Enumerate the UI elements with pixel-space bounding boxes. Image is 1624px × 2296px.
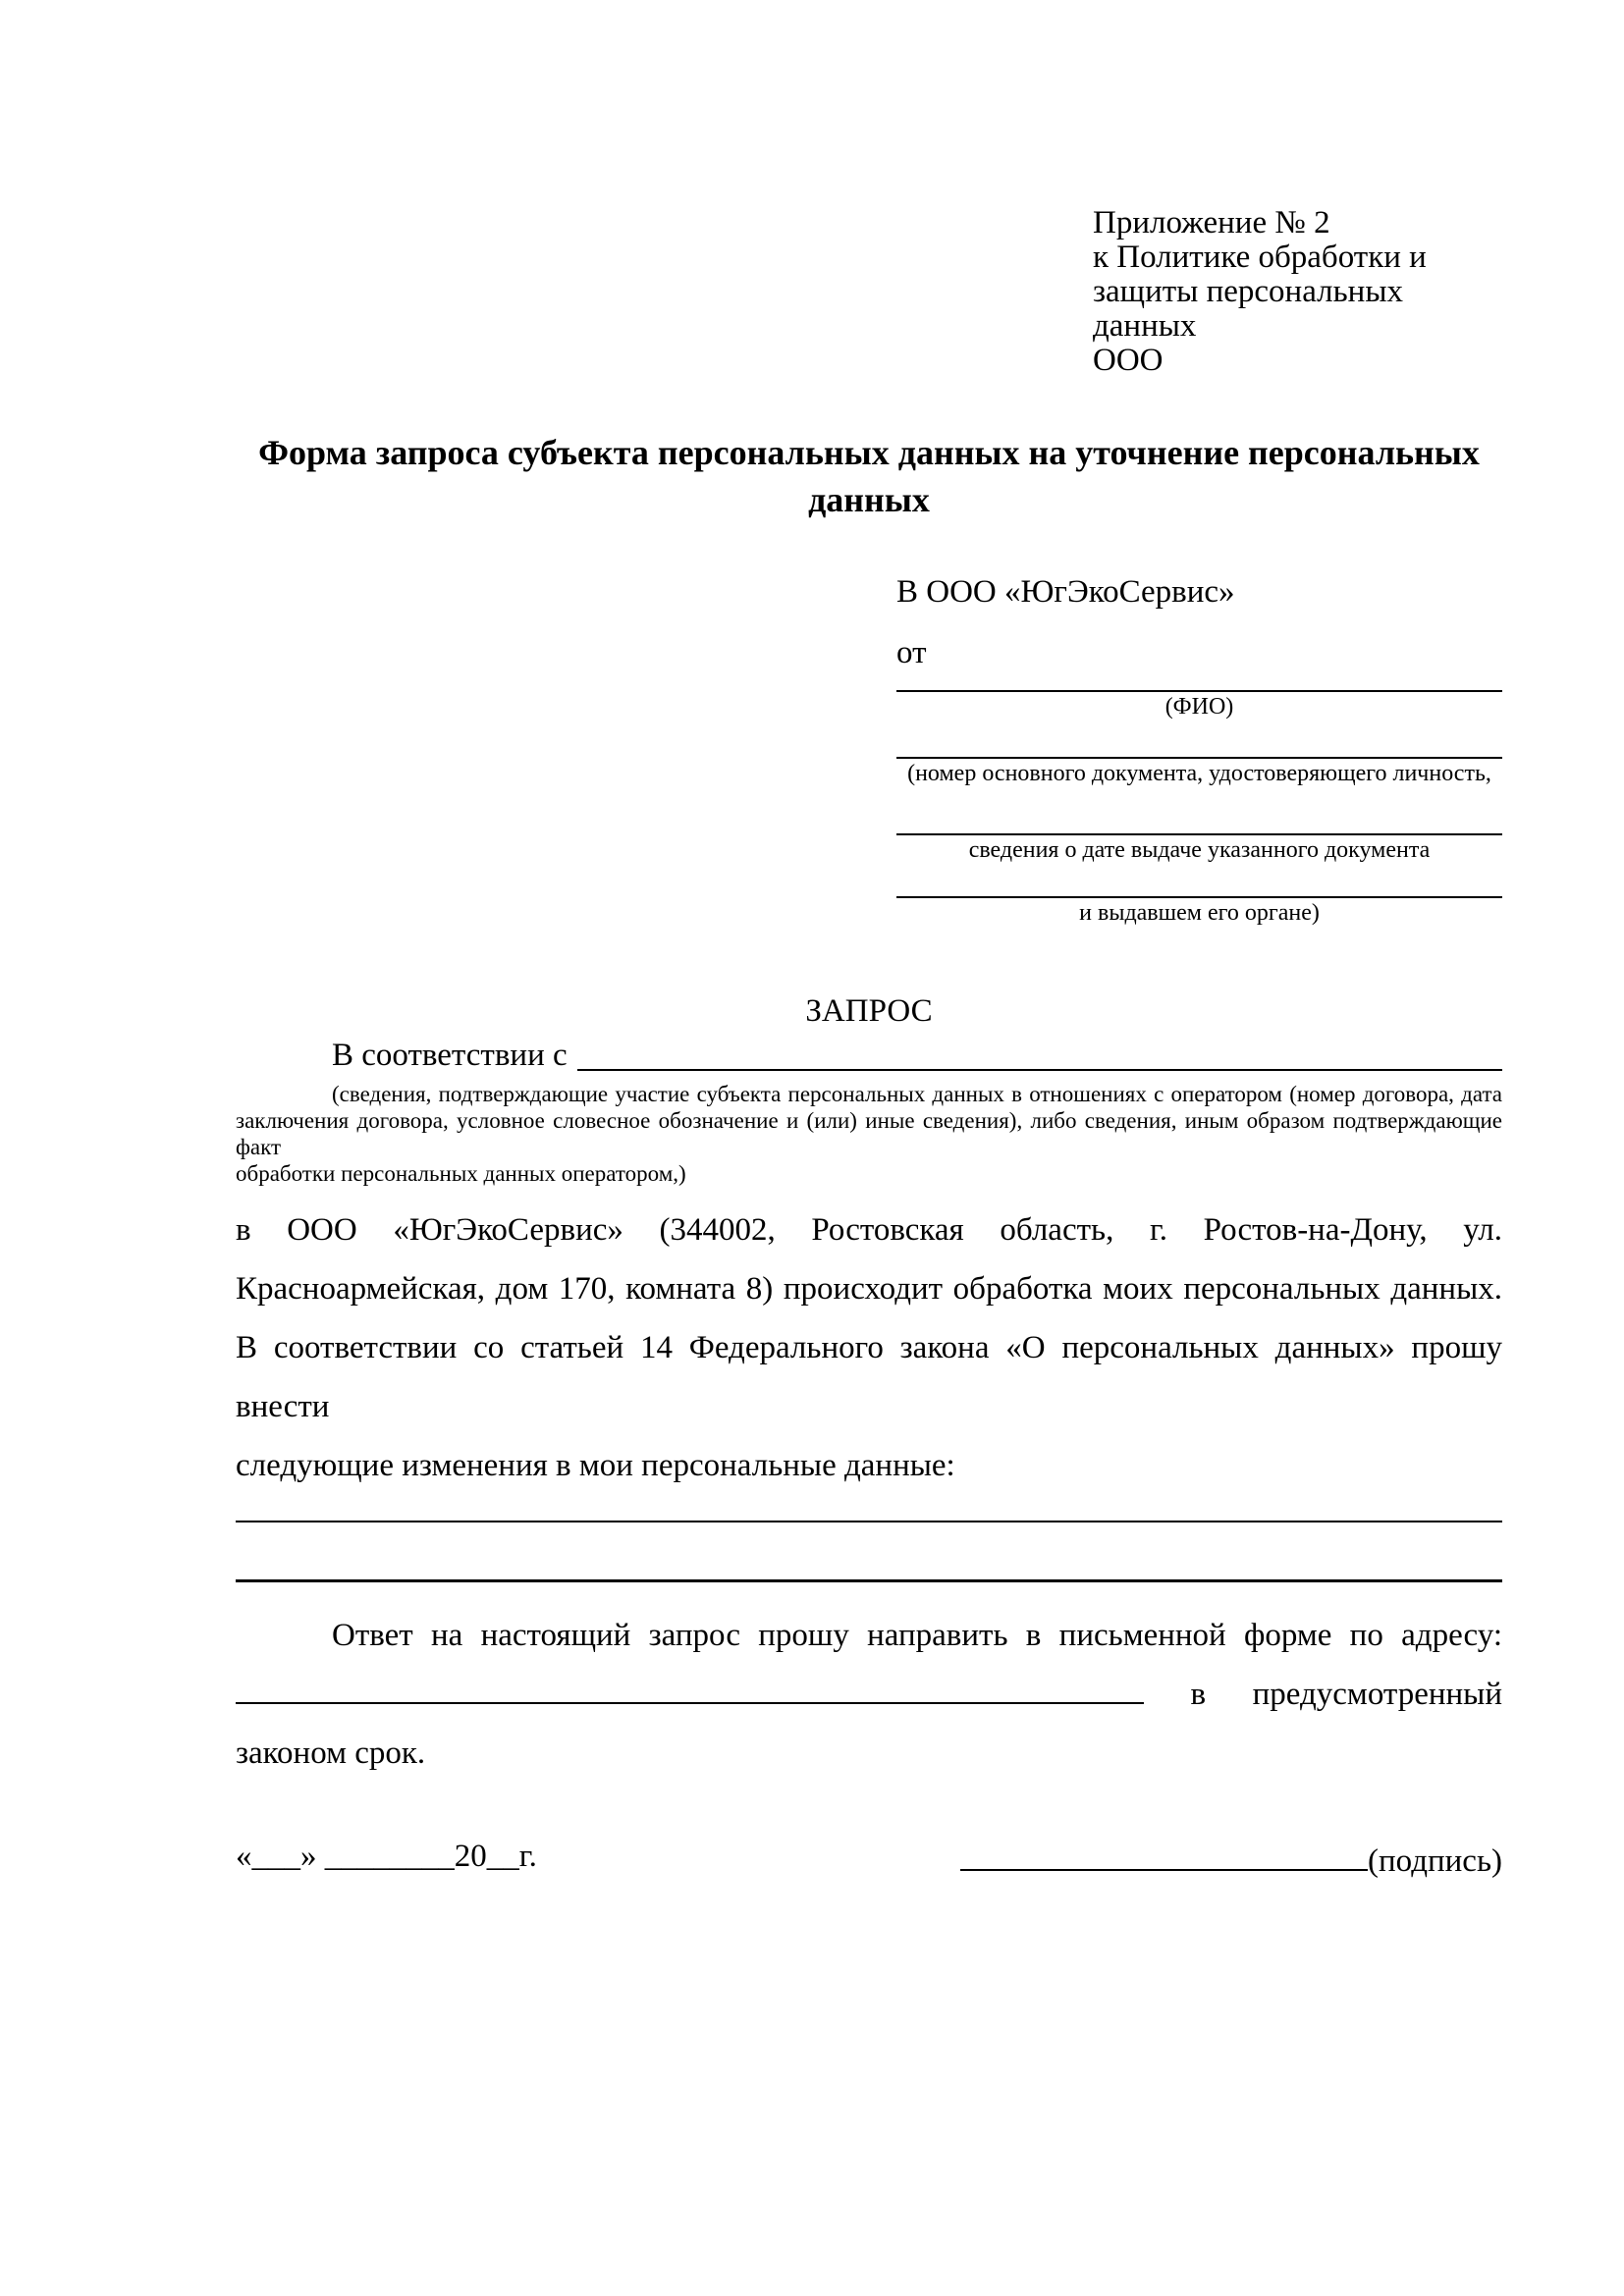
accordance-fill-line [577,1036,1502,1071]
body-paragraph [236,1201,1502,1495]
addressee-block [896,572,1502,928]
addressee-organization: В ООО «ЮгЭкоСервис» [896,574,1235,610]
from-label: от [896,635,927,670]
appendix-line: ООО [1093,343,1164,378]
signature-caption: (подпись) [1368,1843,1502,1879]
request-heading: ЗАПРОС [805,993,933,1029]
reply-word: в [1190,1677,1207,1712]
date-blank: «___» ________20__г. [236,1839,537,1874]
fio-fill-line [896,672,1502,692]
doc-issue-date-caption: сведения о дате выдаче указанного документа [968,837,1431,863]
body-line: Красноармейская, дом 170, комната 8) происходит обработка моих персональных данных. [236,1271,1502,1307]
accordance-line [236,1036,1502,1075]
doc-issuer-caption: и выдавшем его органе) [1079,900,1320,926]
document-title: Форма запроса субъекта персональных данных на уточнение персональных данных [258,433,1480,519]
doc-issue-date-fill-line [896,788,1502,835]
signature-group [960,1837,1502,1881]
signature-fill-line [960,1837,1368,1871]
doc-number-fill-line [896,721,1502,759]
accordance-lead-text: В соответствии с [332,1038,568,1073]
fio-caption: (ФИО) [1164,694,1234,720]
reply-word: предусмотренный [1252,1677,1503,1712]
doc-number-caption: (номер основного документа, удостоверяющего личность, [907,761,1491,786]
body-line: следующие изменения в мои персональные данные: [236,1448,955,1483]
reply-line: Ответ на настоящий запрос прошу направить в письменной форме по адресу: [332,1618,1502,1653]
accordance-note [236,1081,1502,1187]
body-line: В соответствии со статьей 14 Федерального закона «О персональных данных» прошу внести [236,1330,1502,1424]
appendix-block [1093,206,1502,378]
changes-fill-line-2 [236,1522,1502,1582]
address-fill-line [236,1670,1144,1704]
doc-issuer-fill-line [896,865,1502,898]
note-line: (сведения, подтверждающие участие субъекта персональных данных в отношениях с оператором (номер договора, дата [332,1082,1502,1106]
appendix-line: к Политике обработки и [1093,240,1427,275]
reply-line: законом срок. [236,1735,426,1771]
changes-fill-line-1 [236,1495,1502,1522]
date-signature-row [236,1837,1502,1881]
note-line: обработки персональных данных оператором,) [236,1161,686,1186]
reply-line [236,1665,1502,1724]
reply-paragraph [236,1606,1502,1783]
body-line: в ООО «ЮгЭкоСервис» (344002, Ростовская область, г. Ростов-на-Дону, ул. [236,1212,1502,1248]
note-line: заключения договора, условное словесное обозначение и (или) иные сведения), либо сведения, иным образом подтверждающие факт [236,1108,1502,1159]
appendix-line: Приложение № 2 [1093,205,1330,240]
appendix-line: защиты персональных данных [1093,274,1403,344]
